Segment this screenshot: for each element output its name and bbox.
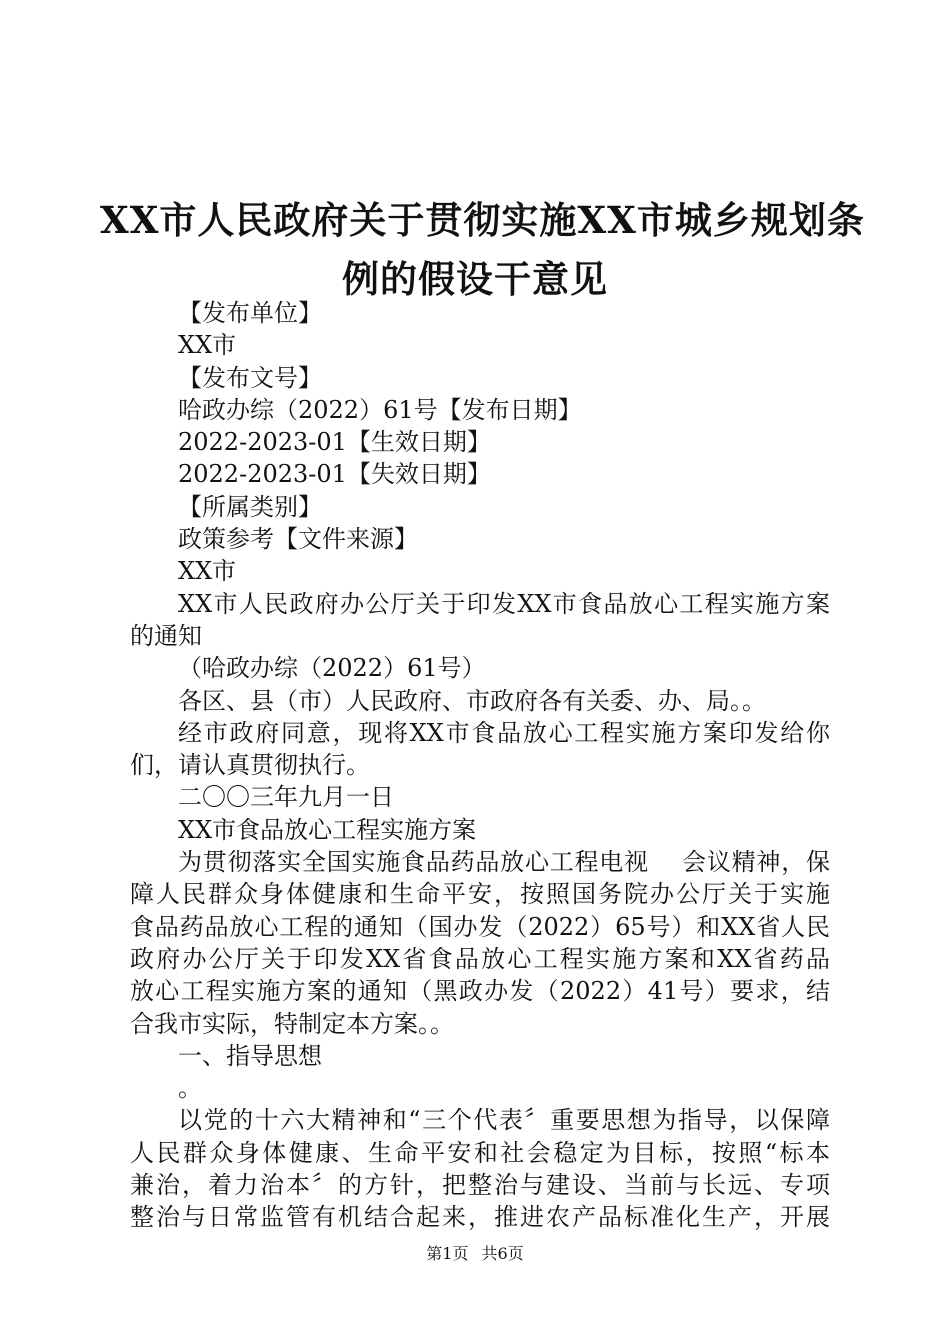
section-heading: 一、指导思想 bbox=[178, 1041, 322, 1070]
text-line: 政策参考【文件来源】 bbox=[178, 525, 418, 554]
text-line: 【发布文号】 bbox=[178, 363, 322, 392]
document-title-line-1: XX市人民政府关于贯彻实施XX市城乡规划条 bbox=[100, 198, 865, 242]
text-line: 整治与日常监管有机结合起来，推进农产品标准化生产，开展 bbox=[130, 1203, 830, 1232]
page-total: 共6页 bbox=[481, 1244, 524, 1263]
text-line: 。 bbox=[178, 1074, 202, 1103]
text-line: XX市人民政府办公厅关于印发XX市食品放心工程实施方案 bbox=[178, 589, 830, 618]
text-line: 【所属类别】 bbox=[178, 492, 322, 521]
text-line: 兼治，着力治本〞的方针，把整治与建设、当前与长远、专项 bbox=[130, 1171, 830, 1200]
page-footer bbox=[0, 1241, 950, 1264]
text-line: 各区、县（市）人民政府、市政府各有关委、办、局。。 bbox=[178, 686, 766, 715]
text-line: 二〇〇三年九月一日 bbox=[178, 783, 394, 812]
text-line: 人民群众身体健康、生命平安和社会稳定为目标，按照“标本 bbox=[130, 1138, 830, 1167]
text-line: 们，请认真贯彻执行。 bbox=[130, 751, 370, 780]
text-line: （哈政办综（2022）61号） bbox=[178, 654, 486, 683]
text-line: 2022-2023-01【生效日期】 bbox=[178, 428, 491, 457]
text-line: XX市 bbox=[178, 557, 237, 586]
text-line: 以党的十六大精神和“三个代表〞重要思想为指导，以保障 bbox=[178, 1106, 830, 1135]
document-title-line-2: 例的假设干意见 bbox=[342, 257, 608, 301]
text-line: 哈政办综（2022）61号【发布日期】 bbox=[178, 395, 582, 424]
text-line: 经市政府同意，现将XX市食品放心工程实施方案印发给你 bbox=[178, 718, 830, 747]
text-line: 【发布单位】 bbox=[178, 299, 322, 327]
document-body bbox=[130, 297, 830, 1234]
text-line: 的通知 bbox=[130, 621, 202, 650]
text-line: XX市 bbox=[178, 331, 237, 360]
text-line: 放心工程实施方案的通知（黑政办发（2022）41号）要求，结 bbox=[130, 977, 830, 1006]
text-line: 2022-2023-01【失效日期】 bbox=[178, 460, 491, 489]
text-line: 障人民群众身体健康和生命平安，按照国务院办公厅关于实施 bbox=[130, 880, 830, 909]
text-line: 合我市实际，特制定本方案。。 bbox=[130, 1009, 454, 1038]
text-line: 政府办公厅关于印发XX省食品放心工程实施方案和XX省药品 bbox=[130, 944, 830, 973]
text-line: XX市食品放心工程实施方案 bbox=[178, 815, 477, 844]
text-line: 为贯彻落实全国实施食品药品放心工程电视 会议精神，保 bbox=[178, 848, 830, 877]
text-line: 食品药品放心工程的通知（国办发（2022）65号）和XX省人民 bbox=[130, 912, 830, 941]
page-number: 第1页 bbox=[426, 1244, 469, 1263]
